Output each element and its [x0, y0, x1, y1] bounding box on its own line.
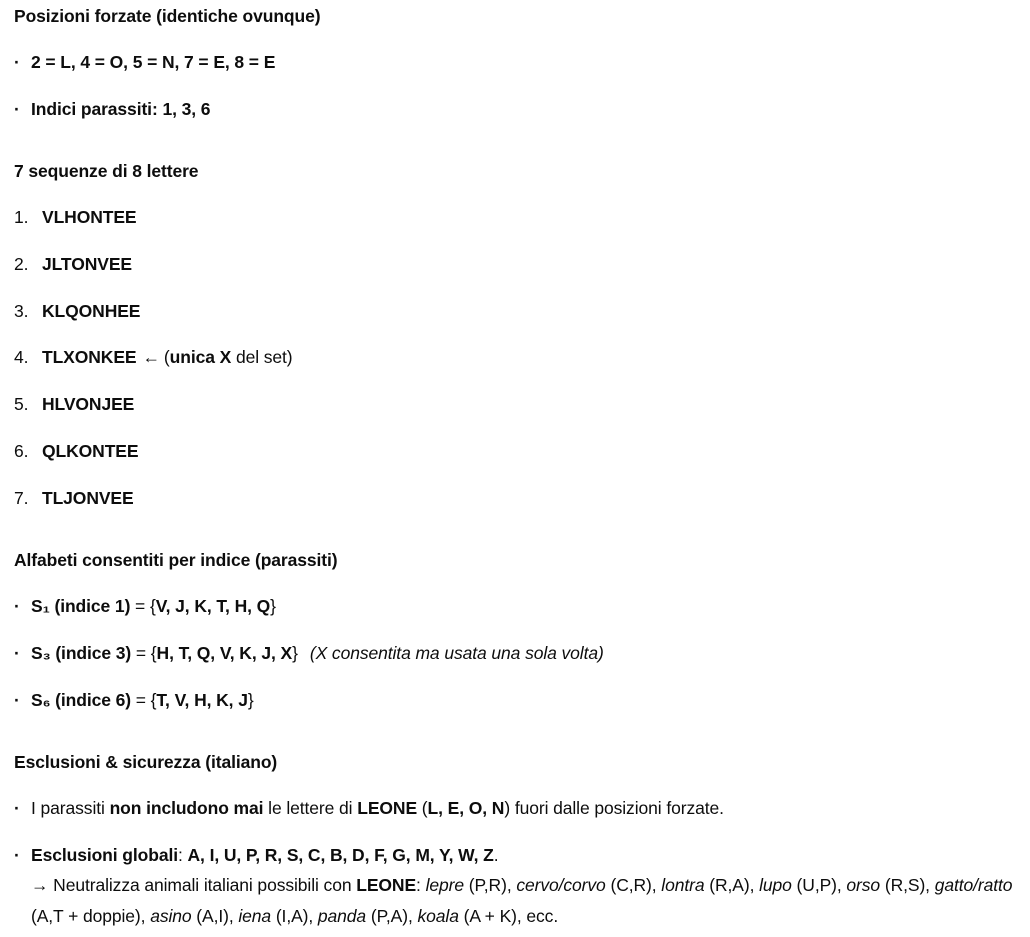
s3-label: S₃ (indice 3)	[31, 643, 132, 663]
text-span: I parassiti	[31, 798, 110, 818]
bullet-s3	[14, 640, 604, 666]
list-number: 2.	[14, 254, 29, 274]
note-bold: unica X	[169, 347, 232, 367]
animals-note	[14, 870, 1030, 932]
sequence-text: HLVONJEE	[42, 394, 135, 414]
text-span: (	[417, 798, 428, 818]
animal-name: lupo	[759, 875, 792, 895]
animal-letters: (U,P),	[791, 875, 847, 895]
s6-set: T, V, H, K, J	[156, 690, 248, 710]
bullet-leone-exclusion	[14, 795, 724, 821]
bullet-icon: ·	[14, 596, 20, 616]
animal-letters: (A,I),	[191, 906, 239, 926]
animal-name: lepre	[425, 875, 464, 895]
s3-note: (X consentita ma usata una sola volta)	[309, 643, 604, 663]
animal-letters: (R,S),	[880, 875, 935, 895]
text-span: :	[177, 845, 188, 865]
list-number: 5.	[14, 394, 29, 414]
forced-positions-text: 2 = L, 4 = O, 5 = N, 7 = E, 8 = E	[31, 52, 276, 72]
text-span: le lettere di	[263, 798, 358, 818]
bullet-forced-positions	[14, 49, 275, 75]
animal-name: panda	[317, 906, 367, 926]
list-item	[14, 204, 137, 230]
s3-close: }	[292, 643, 298, 663]
sequence-text: TLJONVEE	[42, 488, 134, 508]
list-number: 1.	[14, 207, 29, 227]
animal-name: koala	[417, 906, 459, 926]
animal-name: lontra	[661, 875, 705, 895]
text-bold: LEONE	[356, 875, 417, 895]
animal-letters: (I,A),	[271, 906, 318, 926]
animal-name: asino	[150, 906, 192, 926]
bullet-icon: ·	[14, 690, 20, 710]
note-paren: (	[163, 347, 170, 367]
s3-eq: = {	[131, 643, 157, 663]
bullet-icon: ·	[14, 99, 20, 119]
list-number: 7.	[14, 488, 29, 508]
sequence-text: KLQONHEE	[42, 301, 141, 321]
left-arrow-icon: ←	[142, 347, 160, 367]
heading-sequenze: 7 sequenze di 8 lettere	[14, 161, 199, 181]
note-rest: del set)	[231, 347, 293, 367]
animal-letters: (P,R),	[463, 875, 517, 895]
right-arrow-text: → Neutralizza animali italiani possibili con	[31, 875, 357, 895]
animal-name: cervo/corvo	[516, 875, 606, 895]
text-span: :	[416, 875, 426, 895]
bullet-s6	[14, 687, 254, 713]
s1-eq: = {	[130, 596, 156, 616]
text-bold: Esclusioni globali	[31, 845, 178, 865]
animal-letters: (A + K), ecc.	[458, 906, 559, 926]
bullet-icon: ·	[14, 845, 20, 865]
s3-set: H, T, Q, V, K, J, X	[156, 643, 293, 663]
sequence-text: VLHONTEE	[42, 207, 137, 227]
animal-name: orso	[846, 875, 881, 895]
s6-close: }	[247, 690, 254, 710]
s1-close: }	[270, 596, 276, 616]
list-item	[14, 251, 132, 277]
bullet-icon: ·	[14, 52, 20, 72]
heading-alfabeti: Alfabeti consentiti per indice (parassiti)	[14, 550, 338, 570]
animal-letters: (A,T + doppie),	[31, 906, 151, 926]
heading-posizioni-forzate: Posizioni forzate (identiche ovunque)	[14, 6, 321, 26]
list-item	[14, 391, 134, 417]
sequence-text: JLTONVEE	[42, 254, 132, 274]
s1-set: V, J, K, T, H, Q	[155, 596, 271, 616]
s1-label: S₁ (indice 1)	[31, 596, 131, 616]
list-number: 3.	[14, 301, 29, 321]
text-bold: LEONE	[357, 798, 418, 818]
list-item	[14, 485, 134, 511]
list-item	[14, 344, 293, 370]
list-number: 6.	[14, 441, 29, 461]
parasite-indices-values: : 1, 3, 6	[151, 99, 211, 119]
text-span: ) fuori dalle posizioni forzate.	[504, 798, 724, 818]
animal-name: iena	[238, 906, 272, 926]
animal-name: gatto/ratto	[934, 875, 1013, 895]
animal-letters: (P,A),	[366, 906, 418, 926]
bullet-global-exclusions	[14, 842, 499, 868]
s6-eq: = {	[131, 690, 157, 710]
animal-letters: (R,A),	[704, 875, 760, 895]
s6-label: S₆ (indice 6)	[31, 690, 132, 710]
list-number: 4.	[14, 347, 29, 367]
bullet-s1	[14, 593, 276, 619]
list-item	[14, 438, 138, 464]
text-bold: L, E, O, N	[427, 798, 505, 818]
text-span: .	[493, 845, 499, 865]
bullet-parasite-indices	[14, 96, 210, 122]
text-bold: non includono mai	[109, 798, 264, 818]
animal-letters: (C,R),	[605, 875, 662, 895]
list-item	[14, 298, 140, 324]
parasite-indices-label: Indici parassiti	[31, 99, 152, 119]
sequence-text: TLXONKEE	[42, 347, 137, 367]
bullet-icon: ·	[14, 643, 20, 663]
heading-esclusioni: Esclusioni & sicurezza (italiano)	[14, 752, 278, 772]
bullet-icon: ·	[14, 798, 20, 818]
sequence-text: QLKONTEE	[42, 441, 139, 461]
text-bold: A, I, U, P, R, S, C, B, D, F, G, M, Y, W, Z	[187, 845, 494, 865]
